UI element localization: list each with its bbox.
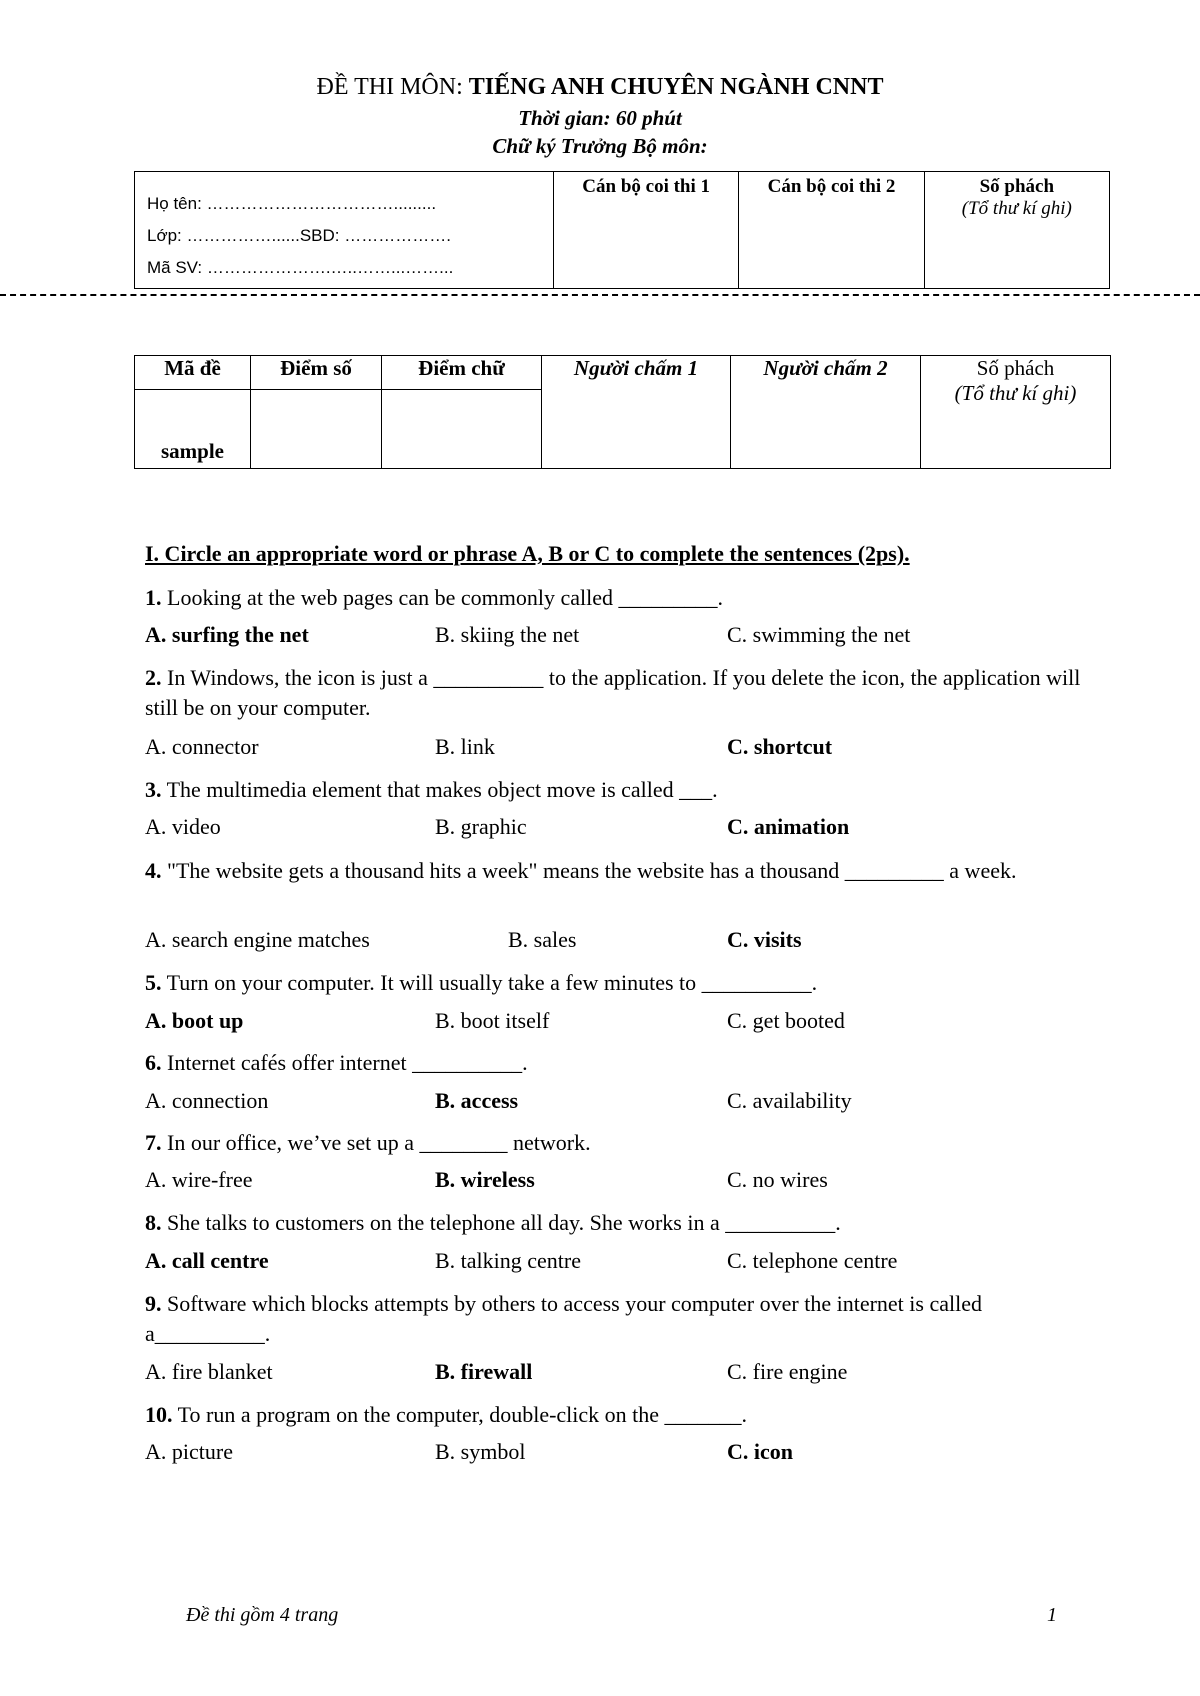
question-10-option-c[interactable]: C. icon [727,1439,793,1464]
question-6-option-c[interactable]: C. availability [727,1088,852,1113]
question-10 [145,1400,1105,1430]
exam-code-value: sample [135,390,251,469]
question-number: 7. [145,1130,162,1155]
question-3 [145,775,1105,805]
question-6-option-a[interactable]: A. connection [145,1088,269,1113]
question-9-option-c[interactable]: C. fire engine [727,1359,848,1384]
question-number: 10. [145,1402,173,1427]
question-number: 3. [145,777,162,802]
score-number-header: Điểm số [251,356,382,390]
question-7 [145,1128,1105,1158]
question-text: Looking at the web pages can be commonly called _________. [161,585,723,610]
question-2-option-b[interactable]: B. link [435,734,495,759]
proctor1-cell [554,172,739,289]
question-7-option-c[interactable]: C. no wires [727,1167,828,1192]
proctor2-label: Cán bộ coi thi 2 [767,176,896,197]
question-3-option-c[interactable]: C. animation [727,814,850,839]
student-info-cell [135,172,554,289]
question-8-option-c[interactable]: C. telephone centre [727,1248,898,1273]
proctor1-label: Cán bộ coi thi 1 [582,176,711,197]
score-number-value[interactable] [251,390,382,469]
score-word-value[interactable] [382,390,542,469]
grader1-label: Người chấm 1 [573,356,699,380]
footer-page-count: Đề thi gồm 4 trang [186,1604,339,1626]
grader2-cell [731,356,921,469]
score-code-cell [921,356,1111,469]
question-9-option-b[interactable]: B. firewall [435,1359,533,1384]
question-6-option-b[interactable]: B. access [435,1088,519,1113]
question-2-option-c[interactable]: C. shortcut [727,734,833,759]
question-number: 5. [145,970,162,995]
question-5 [145,968,1105,998]
code-label: Số phách [979,176,1055,197]
question-text: "The website gets a thousand hits a week" means the website has a thousand _________ a week. [161,858,1017,883]
grader1-cell [542,356,731,469]
question-10-option-b[interactable]: B. symbol [435,1439,526,1464]
question-10-option-a[interactable]: A. picture [145,1439,233,1464]
question-3-option-b[interactable]: B. graphic [435,814,527,839]
question-4 [145,856,1105,886]
question-5-option-b[interactable]: B. boot itself [435,1008,550,1033]
code-note: (Tổ thư kí ghi) [961,198,1072,219]
exam-title [0,74,1200,101]
question-1-option-c[interactable]: C. swimming the net [727,622,911,647]
question-text: The multimedia element that makes object move is called ___. [161,777,718,802]
cut-line-divider [0,294,1200,296]
exam-title-prefix: ĐỀ THI MÔN: [316,74,469,100]
question-text: Software which blocks attempts by others to access your computer over the internet is called a__________. [145,1291,982,1346]
student-id-field[interactable]: Mã SV: ………………….…..……...……... [147,258,454,277]
question-4-option-a[interactable]: A. search engine matches [145,927,370,952]
question-number: 8. [145,1210,162,1235]
student-info-table [134,171,1110,289]
score-code-note: (Tổ thư kí ghi) [954,381,1077,405]
exam-subject: TIẾNG ANH CHUYÊN NGÀNH CNNT [468,74,884,100]
question-number: 9. [145,1291,162,1316]
question-number: 4. [145,858,162,883]
question-text: In our office, we’ve set up a ________ network. [161,1130,591,1155]
question-number: 6. [145,1050,162,1075]
score-word-header: Điểm chữ [382,356,542,390]
question-8-option-a[interactable]: A. call centre [145,1248,269,1273]
question-number: 1. [145,585,162,610]
question-1 [145,583,1105,613]
question-2-option-a[interactable]: A. connector [145,734,259,759]
question-1-option-b[interactable]: B. skiing the net [435,622,580,647]
question-7-option-a[interactable]: A. wire-free [145,1167,253,1192]
student-class-field[interactable]: Lớp: ……………......SBD: ………………. [147,226,451,245]
question-8-option-b[interactable]: B. talking centre [435,1248,582,1273]
question-text: She talks to customers on the telephone all day. She works in a __________. [161,1210,841,1235]
code-cell [924,172,1109,289]
head-signature-label: Chữ ký Trưởng Bộ môn: [492,134,708,158]
question-7-option-b[interactable]: B. wireless [435,1167,535,1192]
footer-page-number: 1 [1047,1604,1057,1626]
question-text: In Windows, the icon is just a __________ to the application. If you delete the icon, the application will still be on your computer. [145,665,1081,720]
question-4-option-b[interactable]: B. sales [508,927,577,952]
question-text: Internet cafés offer internet __________. [161,1050,528,1075]
exam-time: Thời gian: 60 phút [518,106,682,130]
question-2 [145,663,1105,723]
question-1-option-a[interactable]: A. surfing the net [145,622,309,647]
student-name-field[interactable]: Họ tên: ……………………………......... [147,194,437,213]
question-text: To run a program on the computer, double-click on the _______. [172,1402,748,1427]
exam-code-header: Mã đề [135,356,251,390]
score-code-label: Số phách [976,356,1055,380]
question-5-option-c[interactable]: C. get booted [727,1008,845,1033]
question-3-option-a[interactable]: A. video [145,814,221,839]
question-6 [145,1048,1105,1078]
grader2-label: Người chấm 2 [763,356,888,380]
question-9 [145,1289,1105,1349]
question-number: 2. [145,665,162,690]
proctor2-cell [739,172,924,289]
question-4-option-c[interactable]: C. visits [727,927,802,952]
question-text: Turn on your computer. It will usually take a few minutes to __________. [161,970,818,995]
section1-heading: I. Circle an appropriate word or phrase A, B or C to complete the sentences (2ps). [145,541,910,566]
question-8 [145,1208,1105,1238]
question-9-option-a[interactable]: A. fire blanket [145,1359,273,1384]
question-5-option-a[interactable]: A. boot up [145,1008,244,1033]
score-table [134,355,1111,469]
